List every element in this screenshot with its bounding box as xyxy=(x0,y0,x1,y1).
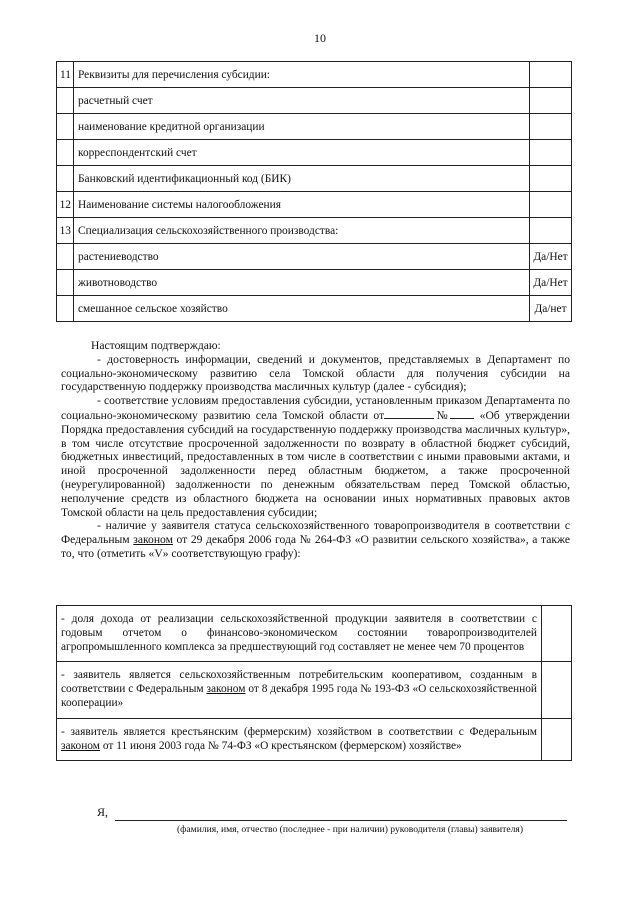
table-row xyxy=(57,166,572,192)
row-number xyxy=(57,166,74,192)
row-value-cell[interactable] xyxy=(530,166,572,192)
row-value-cell[interactable]: Да/Нет xyxy=(530,244,572,270)
requisites-table xyxy=(56,61,572,322)
table-row xyxy=(57,88,572,114)
row-label: корреспондентский счет xyxy=(74,140,530,166)
table-row xyxy=(57,296,572,322)
row-label: расчетный счет xyxy=(74,88,530,114)
status-check-cell-2[interactable] xyxy=(542,662,572,718)
signature-line[interactable] xyxy=(115,820,567,821)
row-number xyxy=(57,140,74,166)
signature-prefix: Я, xyxy=(97,805,109,819)
table-row xyxy=(57,114,572,140)
law-link-74[interactable]: законом xyxy=(61,739,100,752)
status-table xyxy=(56,605,572,761)
status-row xyxy=(57,606,572,662)
row-value-cell[interactable]: Да/нет xyxy=(530,296,572,322)
confirm-intro: Настоящим подтверждаю: xyxy=(91,339,221,352)
row-label: наименование кредитной организации xyxy=(74,114,530,140)
row-number xyxy=(57,114,74,140)
status-text-2: - заявитель является сельскохозяйственным потребительским кооперативом, созданным в соответствии с Федеральным законом от 8 декабря 1995 года № 193-ФЗ «О сельскохозяйственной кооперации» xyxy=(57,662,542,718)
law-link-264[interactable]: законом xyxy=(133,533,173,547)
row-value-cell[interactable] xyxy=(530,140,572,166)
row-number xyxy=(57,270,74,296)
status-check-cell-3[interactable] xyxy=(542,718,572,761)
date-blank[interactable] xyxy=(384,408,434,419)
status-check-cell-1[interactable] xyxy=(542,606,572,662)
row-number: 12 xyxy=(57,192,74,218)
status-row xyxy=(57,718,572,761)
row-value-cell[interactable]: Да/Нет xyxy=(530,270,572,296)
status-text-1: - доля дохода от реализации сельскохозяйственной продукции заявителя в соответствии с годовым отчетом о финансово-экономическом состоянии товаропроизводителей агропромышленного комплекса за предшествующий год составляет не менее чем 70 процентов xyxy=(57,606,542,662)
row-number: 13 xyxy=(57,218,74,244)
row-value-cell[interactable] xyxy=(530,218,572,244)
row-label: Специализация сельскохозяйственного производства: xyxy=(74,218,530,244)
table-row xyxy=(57,244,572,270)
law-link-193[interactable]: законом xyxy=(206,683,246,696)
row-number xyxy=(57,244,74,270)
row-label: Банковский идентификационный код (БИК) xyxy=(74,166,530,192)
number-blank[interactable] xyxy=(450,408,474,419)
confirm-item-3: - наличие у заявителя статуса сельскохозяйственного товаропроизводителя в соответствии с Федеральным законом от 29 декабря 2006 года № 264-ФЗ «О развитии сельского хозяйства», а также то, что (отметить «V» соответствующую графу): xyxy=(61,519,570,560)
row-number: 11 xyxy=(57,62,74,88)
status-row xyxy=(57,662,572,718)
row-label: смешанное сельское хозяйство xyxy=(74,296,530,322)
row-value-cell[interactable] xyxy=(530,192,572,218)
page-number: 10 xyxy=(314,31,326,45)
row-value-cell[interactable] xyxy=(530,62,572,88)
confirmation-text xyxy=(61,339,570,561)
row-number xyxy=(57,88,74,114)
row-number xyxy=(57,296,74,322)
table-row xyxy=(57,192,572,218)
row-label: Наименование системы налогообложения xyxy=(74,192,530,218)
table-row xyxy=(57,140,572,166)
confirm-item-1: - достоверность информации, сведений и документов, представляемых в Департамент по социально-экономическому развитию села Томской области для получения субсидии на государственную поддержку производства масличных культур (далее - субсидия); xyxy=(61,352,570,394)
row-value-cell[interactable] xyxy=(530,114,572,140)
row-label: животноводство xyxy=(74,270,530,296)
table-row xyxy=(57,218,572,244)
status-text-3: - заявитель является крестьянским (фермерским) хозяйством в соответствии с Федеральным законом от 11 июня 2003 года № 74-ФЗ «О крестьянском (фермерском) хозяйстве» xyxy=(57,718,542,761)
row-label: Реквизиты для перечисления субсидии: xyxy=(74,62,530,88)
row-label: растениеводство xyxy=(74,244,530,270)
table-row xyxy=(57,270,572,296)
table-row xyxy=(57,62,572,88)
signature-caption: (фамилия, имя, отчество (последнее - при наличии) руководителя (главы) заявителя) xyxy=(176,824,524,835)
confirm-item-2: - соответствие условиям предоставления субсидии, установленным приказом Департамента по социально-экономическому развитию села Томской области от № «Об утверждении Порядка предоставления субсидий на государственную поддержку производства масличных культур», в том числе отсутствие просроченной задолженности по возврату в областной бюджет субсидий, бюджетных инвестиций, предоставленных в том числе в соответствии с иными правовыми актами, и иной просроченной задолженности перед областным бюджетом, а также просроченной (неурегулированной) задолженности по денежным обязательствам перед Томской областью, неполучение средств из областного бюджета на основании иных нормативных правовых актов Томской области на цель предоставления субсидии; xyxy=(61,394,570,519)
row-value-cell[interactable] xyxy=(530,88,572,114)
